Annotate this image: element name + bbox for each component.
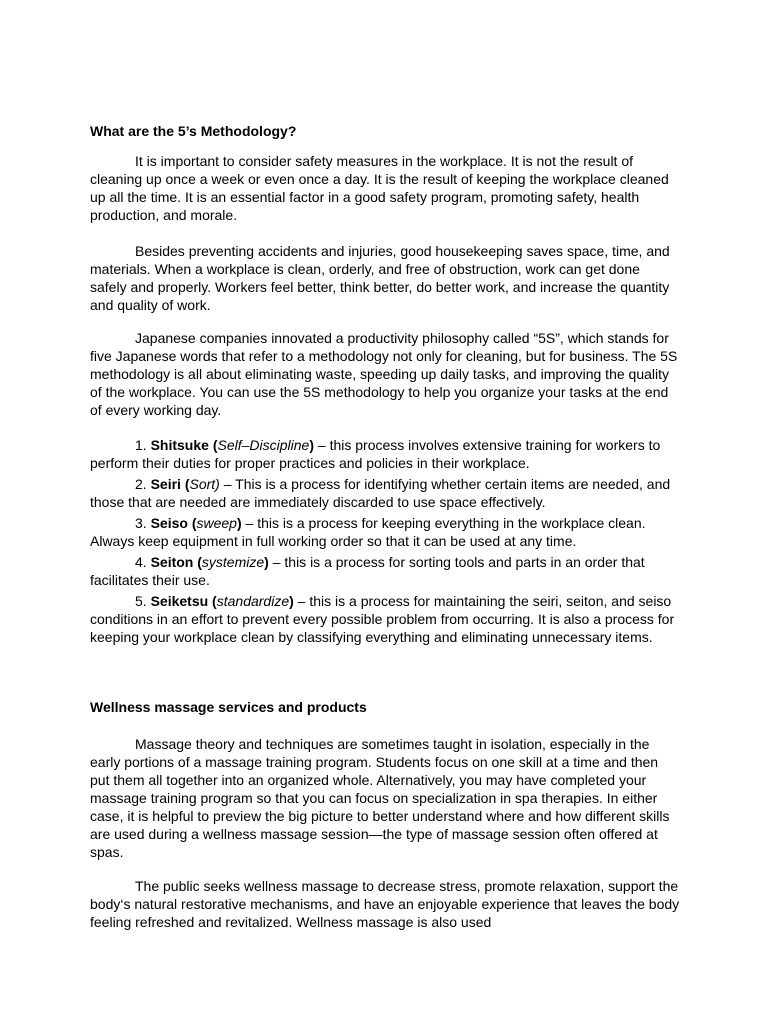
list-item-seiri: 2. Seiri (Sort) – This is a process for identifying whether certain items are needed, and those that are needed are immediately discarded to use space effectively.	[90, 476, 671, 510]
list-item-shitsuke: 1. Shitsuke (Self–Discipline) – this process involves extensive training for workers to perform their duties for proper practices and policies in their workplace.	[90, 437, 661, 471]
paragraph-public-seeks: The public seeks wellness massage to decrease stress, promote relaxation, support the body‘s natural restorative mechanisms, and have an enjoyable experience that leaves the body feeling refreshed and revitalized. Wellness massage is also used	[90, 878, 680, 930]
paragraph-massage-theory: Massage theory and techniques are sometimes taught in isolation, especially in the early portions of a massage training program. Students focus on one skill at a time and then put them all together into an organized whole. Alternatively, you may have completed your massage training program so that you can focus on specialization in spa therapies. In either case, it is helpful to preview the big picture to better understand where and how different skills are used during a wellness massage session—the type of massage session often offered at spas.	[90, 736, 670, 860]
paragraph-safety: It is important to consider safety measures in the workplace. It is not the result of cleaning up once a week or even once a day. It is the result of keeping the workplace cleaned up all the time. It is an essential factor in a good safety program, promoting safety, health production, and morale.	[90, 153, 669, 223]
list-item-seiton: 4. Seiton (systemize) – this is a process for sorting tools and parts in an order that facilitates their use.	[90, 554, 645, 588]
section-heading-5s: What are the 5’s Methodology?	[90, 123, 297, 139]
paragraph-japanese-5s: Japanese companies innovated a productivity philosophy called “5S”, which stands for five Japanese words that refer to a methodology not only for cleaning, but for business. The 5S methodology is all about eliminating waste, speeding up daily tasks, and improving the quality of the workplace. You can use the 5S methodology to help you organize your tasks at the end of every working day.	[90, 330, 678, 418]
list-item-seiketsu: 5. Seiketsu (standardize) – this is a process for maintaining the seiri, seiton, and seiso conditions in an effort to prevent every possible problem from occurring. It is also a process for keeping your workplace clean by classifying everything and eliminating unnecessary items.	[90, 593, 675, 645]
list-item-seiso: 3. Seiso (sweep) – this is a process for keeping everything in the workplace clean. Always keep equipment in full working order so that it can be used at any time.	[90, 515, 646, 549]
section-heading-wellness: Wellness massage services and products	[90, 699, 367, 715]
paragraph-housekeeping: Besides preventing accidents and injuries, good housekeeping saves space, time, and materials. When a workplace is clean, orderly, and free of obstruction, work can get done safely and properly. Workers feel better, think better, do better work, and increase the quantity and quality of work.	[90, 243, 670, 313]
